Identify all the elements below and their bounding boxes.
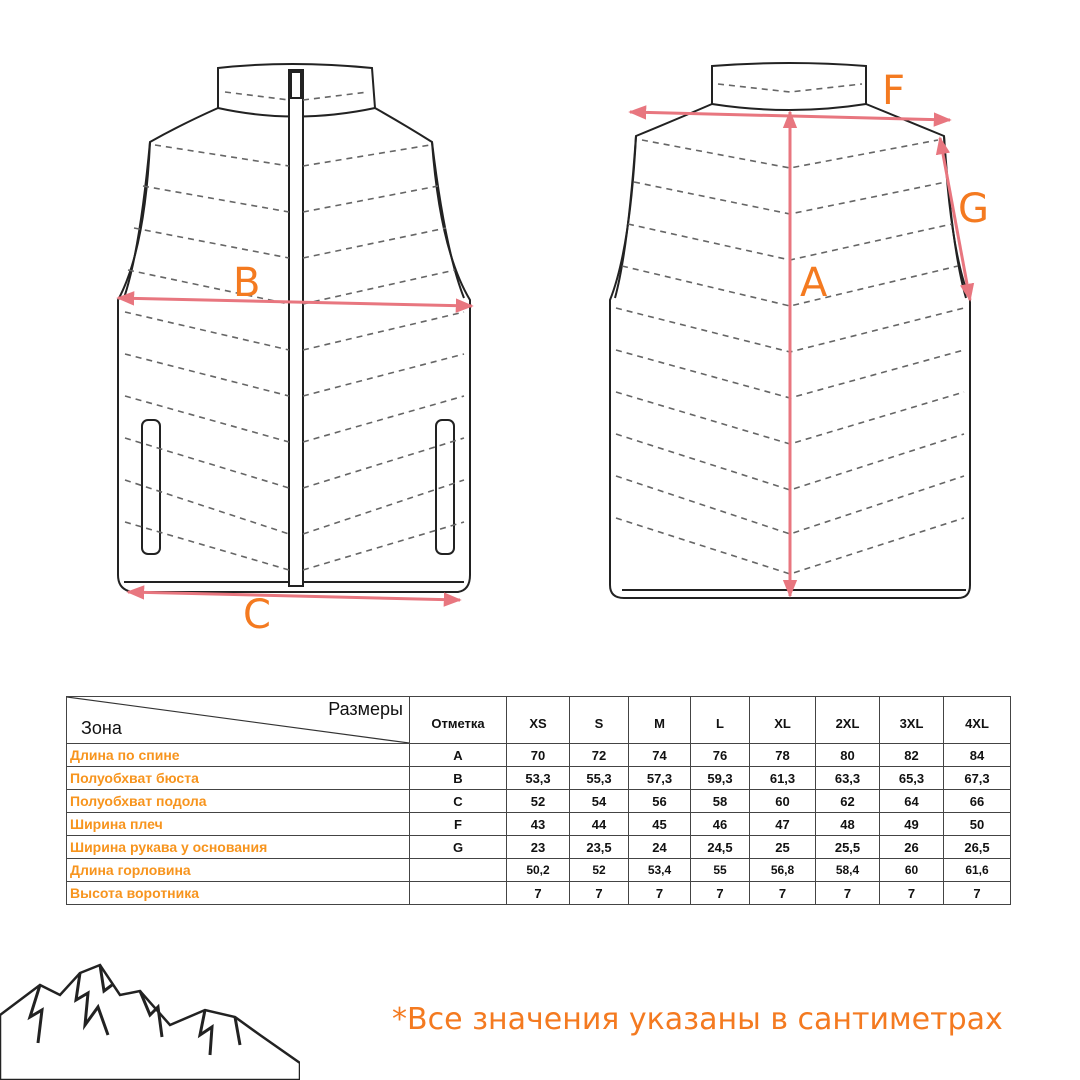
mark-cell: B <box>410 767 507 790</box>
size-value-cell: 7 <box>691 882 750 905</box>
size-value-cell: 50 <box>944 813 1011 836</box>
size-value-cell: 7 <box>816 882 880 905</box>
zone-name-cell: Ширина плеч <box>67 813 410 836</box>
size-value-cell: 84 <box>944 744 1011 767</box>
measure-label-g: G <box>958 186 989 232</box>
size-value-cell: 24 <box>629 836 691 859</box>
size-value-cell: 54 <box>570 790 629 813</box>
table-header-row <box>67 697 1011 744</box>
zone-name-cell: Ширина рукава у основания <box>67 836 410 859</box>
size-value-cell: 58 <box>691 790 750 813</box>
mark-cell <box>410 859 507 882</box>
zone-sizes-corner-cell <box>67 697 410 744</box>
pocket-zipper-right <box>436 420 454 554</box>
table-row <box>67 790 1011 813</box>
size-value-cell: 55 <box>691 859 750 882</box>
zone-name-cell: Длина горловина <box>67 859 410 882</box>
size-value-cell: 25 <box>750 836 816 859</box>
sizes-header: Размеры <box>328 699 403 719</box>
size-value-cell: 61,3 <box>750 767 816 790</box>
size-value-cell: 55,3 <box>570 767 629 790</box>
size-header: S <box>570 697 629 744</box>
size-header: 3XL <box>880 697 944 744</box>
units-footnote: *Все значения указаны в сантиметрах <box>392 1002 1003 1037</box>
size-value-cell: 26,5 <box>944 836 1011 859</box>
size-header: XL <box>750 697 816 744</box>
size-value-cell: 7 <box>507 882 570 905</box>
measure-label-a: A <box>800 260 828 306</box>
size-value-cell: 67,3 <box>944 767 1011 790</box>
size-value-cell: 76 <box>691 744 750 767</box>
size-chart-table <box>66 696 1011 905</box>
size-value-cell: 57,3 <box>629 767 691 790</box>
mark-cell: F <box>410 813 507 836</box>
mark-header: Отметка <box>410 697 507 744</box>
size-value-cell: 78 <box>750 744 816 767</box>
size-header: L <box>691 697 750 744</box>
size-value-cell: 65,3 <box>880 767 944 790</box>
size-value-cell: 53,4 <box>629 859 691 882</box>
mountain-logo-illustration <box>0 955 300 1080</box>
table-row <box>67 836 1011 859</box>
size-value-cell: 82 <box>880 744 944 767</box>
measure-c-line <box>128 592 460 600</box>
size-header: 4XL <box>944 697 1011 744</box>
size-value-cell: 63,3 <box>816 767 880 790</box>
zipper-pull <box>291 72 301 98</box>
pocket-zipper-left <box>142 420 160 554</box>
size-value-cell: 64 <box>880 790 944 813</box>
size-value-cell: 70 <box>507 744 570 767</box>
size-value-cell: 23 <box>507 836 570 859</box>
size-value-cell: 56,8 <box>750 859 816 882</box>
table-row <box>67 813 1011 836</box>
measure-label-f: F <box>882 68 906 114</box>
size-value-cell: 45 <box>629 813 691 836</box>
size-value-cell: 80 <box>816 744 880 767</box>
size-value-cell: 48 <box>816 813 880 836</box>
size-value-cell: 7 <box>750 882 816 905</box>
size-value-cell: 49 <box>880 813 944 836</box>
mark-cell: G <box>410 836 507 859</box>
mark-cell <box>410 882 507 905</box>
size-value-cell: 44 <box>570 813 629 836</box>
size-value-cell: 7 <box>570 882 629 905</box>
size-header: M <box>629 697 691 744</box>
size-value-cell: 74 <box>629 744 691 767</box>
size-value-cell: 60 <box>880 859 944 882</box>
size-value-cell: 26 <box>880 836 944 859</box>
size-value-cell: 61,6 <box>944 859 1011 882</box>
size-value-cell: 53,3 <box>507 767 570 790</box>
size-value-cell: 46 <box>691 813 750 836</box>
size-value-cell: 58,4 <box>816 859 880 882</box>
size-value-cell: 25,5 <box>816 836 880 859</box>
size-value-cell: 47 <box>750 813 816 836</box>
size-value-cell: 56 <box>629 790 691 813</box>
vest-front-drawing <box>118 64 470 592</box>
size-value-cell: 60 <box>750 790 816 813</box>
table-row <box>67 767 1011 790</box>
size-value-cell: 7 <box>944 882 1011 905</box>
size-value-cell: 23,5 <box>570 836 629 859</box>
size-value-cell: 52 <box>570 859 629 882</box>
size-value-cell: 50,2 <box>507 859 570 882</box>
table-row <box>67 859 1011 882</box>
size-value-cell: 72 <box>570 744 629 767</box>
size-value-cell: 66 <box>944 790 1011 813</box>
table-row <box>67 744 1011 767</box>
size-value-cell: 43 <box>507 813 570 836</box>
zone-name-cell: Высота воротника <box>67 882 410 905</box>
zone-name-cell: Полуобхват подола <box>67 790 410 813</box>
zone-name-cell: Длина по спине <box>67 744 410 767</box>
measure-label-c: C <box>243 592 271 638</box>
size-value-cell: 59,3 <box>691 767 750 790</box>
size-value-cell: 52 <box>507 790 570 813</box>
size-value-cell: 24,5 <box>691 836 750 859</box>
table-body <box>67 744 1011 905</box>
mark-cell: C <box>410 790 507 813</box>
size-value-cell: 7 <box>629 882 691 905</box>
front-zipper <box>289 70 303 586</box>
size-header: XS <box>507 697 570 744</box>
zone-name-cell: Полуобхват бюста <box>67 767 410 790</box>
size-value-cell: 7 <box>880 882 944 905</box>
table-row <box>67 882 1011 905</box>
mark-cell: A <box>410 744 507 767</box>
zone-header: Зона <box>81 718 122 738</box>
size-header: 2XL <box>816 697 880 744</box>
size-value-cell: 62 <box>816 790 880 813</box>
measure-label-b: B <box>233 260 261 306</box>
